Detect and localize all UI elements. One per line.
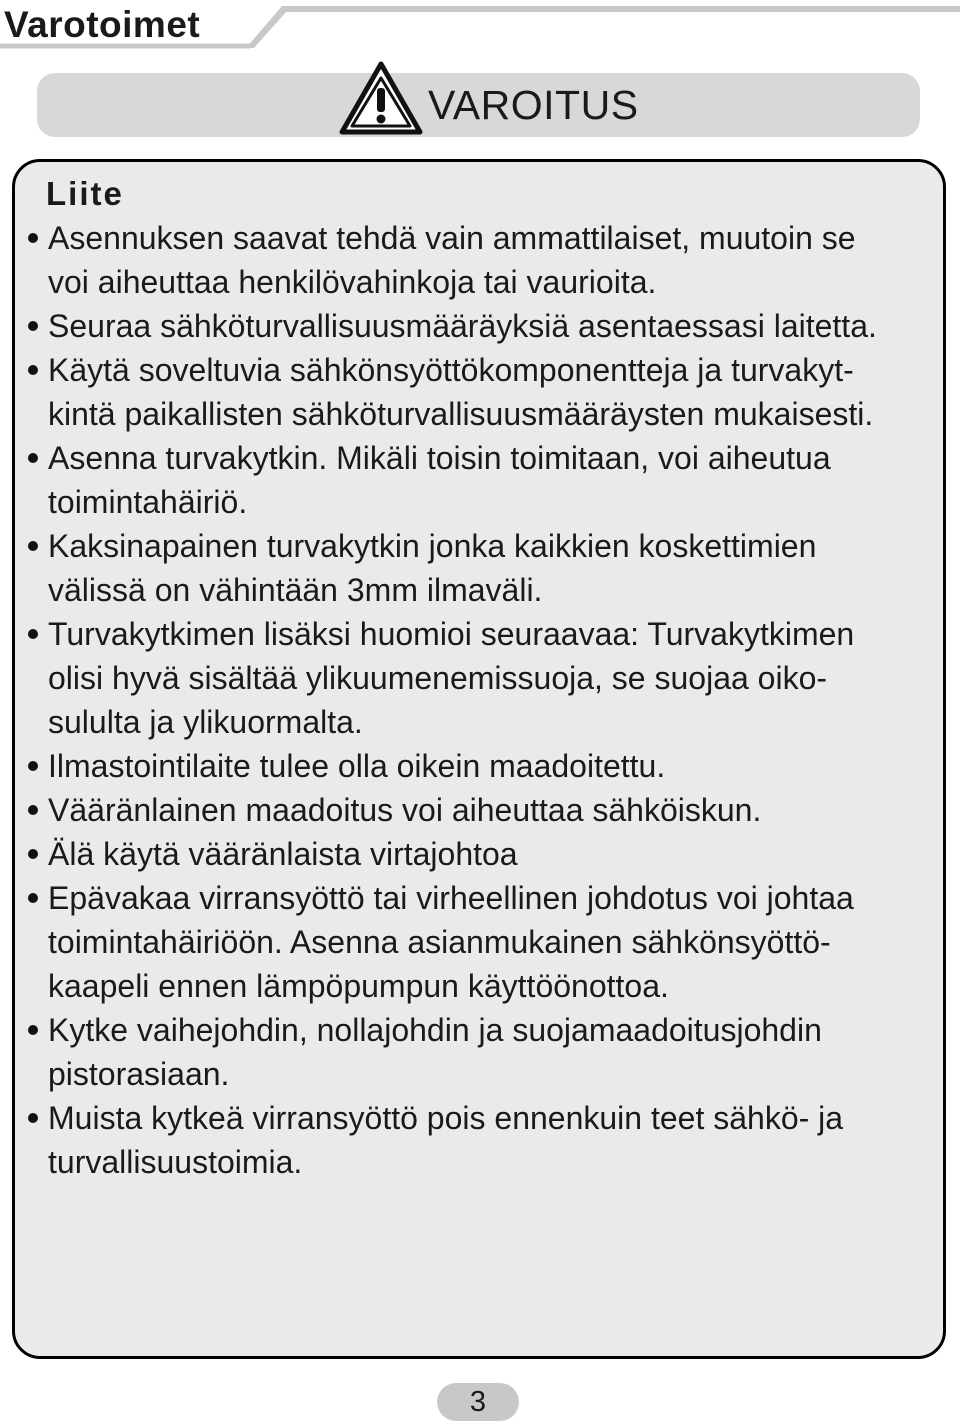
warning-triangle-icon xyxy=(338,60,424,136)
section-header xyxy=(0,0,960,52)
bullet-icon xyxy=(28,541,38,551)
list-item-text: Käytä soveltuvia sähkönsyöttökomponentteja ja turvakyt- kintä paikallisten sähköturvallisuusmääräysten mukaisesti. xyxy=(48,352,874,432)
bullet-icon xyxy=(28,629,38,639)
bullet-icon xyxy=(28,849,38,859)
section-title: Liite xyxy=(46,175,124,212)
list-item xyxy=(24,524,940,612)
list-item-text: Kytke vaihejohdin, nollajohdin ja suojamaadoitusjohdin pistorasiaan. xyxy=(48,1012,822,1092)
list-item xyxy=(24,744,940,788)
list-item-text: Vääränlainen maadoitus voi aiheuttaa sähköiskun. xyxy=(48,792,762,828)
warning-label: VAROITUS xyxy=(428,82,639,128)
bullet-icon xyxy=(28,453,38,463)
list-item xyxy=(24,612,940,744)
page-title: Varotoimet xyxy=(4,4,201,45)
list-item xyxy=(24,216,940,304)
list-item-text: Seuraa sähköturvallisuusmääräyksiä asentaessasi laitetta. xyxy=(48,308,877,344)
bullet-icon xyxy=(28,1113,38,1123)
list-item-text: Muista kytkeä virransyöttö pois ennenkuin teet sähkö- ja turvallisuustoimia. xyxy=(48,1100,844,1180)
list-item xyxy=(24,304,940,348)
list-item-text: Asennuksen saavat tehdä vain ammattilaiset, muutoin se voi aiheuttaa henkilövahinkoja tai vaurioita. xyxy=(48,220,856,300)
list-item-text: Älä käytä vääränlaista virtajohtoa xyxy=(48,836,518,872)
list-item-text: Ilmastointilaite tulee olla oikein maadoitettu. xyxy=(48,748,666,784)
bullet-icon xyxy=(28,805,38,815)
bullet-icon xyxy=(28,761,38,771)
list-item xyxy=(24,436,940,524)
list-item xyxy=(24,788,940,832)
list-item xyxy=(24,832,940,876)
list-item xyxy=(24,1008,940,1096)
precaution-list xyxy=(24,216,940,1184)
bullet-icon xyxy=(28,893,38,903)
list-item-text: Epävakaa virransyöttö tai virheellinen johdotus voi johtaa toimintahäiriöön. Asenna asianmukainen sähkönsyöttö- kaapeli ennen lämpöpumpun käyttöönottoa. xyxy=(48,880,854,1004)
bullet-icon xyxy=(28,321,38,331)
list-item-text: Asenna turvakytkin. Mikäli toisin toimitaan, voi aiheutua toimintahäiriö. xyxy=(48,440,831,520)
bullet-icon xyxy=(28,365,38,375)
list-item-text: Kaksinapainen turvakytkin jonka kaikkien koskettimien välissä on vähintään 3mm ilmaväli. xyxy=(48,528,817,608)
bullet-icon xyxy=(28,233,38,243)
list-item xyxy=(24,1096,940,1184)
page-number: 3 xyxy=(437,1383,519,1421)
list-item xyxy=(24,876,940,1008)
list-item-text: Turvakytkimen lisäksi huomioi seuraavaa: Turvakytkimen olisi hyvä sisältää ylikuumenemissuoja, se suojaa oiko- sululta ja ylikuormalta. xyxy=(48,616,855,740)
bullet-icon xyxy=(28,1025,38,1035)
list-item xyxy=(24,348,940,436)
